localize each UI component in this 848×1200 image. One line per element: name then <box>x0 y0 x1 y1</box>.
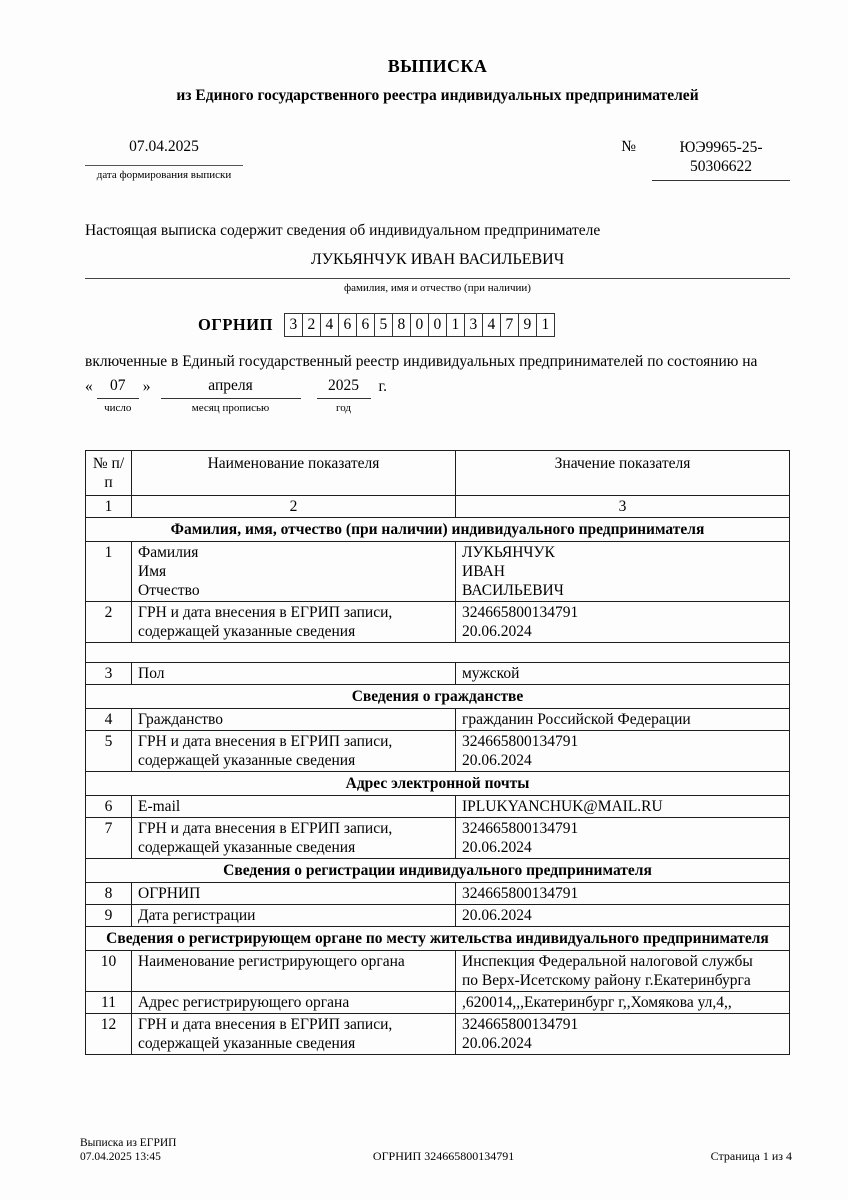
section-row <box>86 859 790 883</box>
section-title: Сведения о регистрации индивидуального предпринимателя <box>86 859 790 883</box>
year-value: 2025 <box>317 376 371 399</box>
indicator-value-line: 20.06.2024 <box>462 752 532 769</box>
row-number: 9 <box>86 905 132 927</box>
indicator-name <box>132 1014 456 1055</box>
ogrnip-digit-cell: 1 <box>446 313 465 337</box>
month-caption: месяц прописью <box>191 402 270 414</box>
section-row <box>86 518 790 542</box>
ogrnip-digit-cell: 6 <box>356 313 375 337</box>
year-field <box>317 376 371 414</box>
indicator-value-line: по Верх-Исетскому району г.Екатеринбурга <box>462 972 751 989</box>
document-number-group <box>621 138 790 181</box>
document-subtitle: из Единого государственного реестра индивидуальных предпринимателей <box>176 87 699 104</box>
col-header-name: Наименование показателя <box>132 451 456 496</box>
spacer-cell <box>86 643 790 663</box>
col-number-1: 1 <box>86 496 132 518</box>
document-number-line2: 50306622 <box>690 158 752 175</box>
ogrnip-digit-cell: 3 <box>284 313 303 337</box>
section-row <box>86 685 790 709</box>
col-header-value: Значение показателя <box>456 451 790 496</box>
indicator-name <box>132 883 456 905</box>
table-body <box>86 518 790 1055</box>
ogrnip-digit-cell: 0 <box>410 313 429 337</box>
indicator-name-line: ГРН и дата внесения в ЕГРИП записи, <box>138 820 393 837</box>
indicator-name <box>132 663 456 685</box>
footer-left <box>80 1136 176 1164</box>
open-quote: « <box>85 378 93 395</box>
page-footer <box>80 1136 792 1164</box>
included-text: включенные в Единый государственный реестр индивидуальных предпринимателей по состоянию на <box>85 353 758 370</box>
indicator-name-line: содержащей указанные сведения <box>138 839 356 856</box>
indicator-value <box>456 542 790 602</box>
indicator-name-line: Пол <box>138 665 165 682</box>
table-row <box>86 818 790 859</box>
formation-date-caption: дата формирования выписки <box>96 169 232 181</box>
indicator-name-line: содержащей указанные сведения <box>138 623 356 640</box>
indicator-name-line: ОГРНИП <box>138 885 201 902</box>
table-header-row <box>86 451 790 496</box>
indicator-value <box>456 905 790 927</box>
row-number: 1 <box>86 542 132 602</box>
table-row <box>86 1014 790 1055</box>
month-field <box>161 376 301 414</box>
indicator-value <box>456 992 790 1014</box>
indicator-name-line: Наименование регистрирующего органа <box>138 953 405 970</box>
row-number: 2 <box>86 602 132 643</box>
indicator-name <box>132 992 456 1014</box>
table-row <box>86 663 790 685</box>
column-numbers-row <box>86 496 790 518</box>
ogrnip-digit-cell: 3 <box>464 313 483 337</box>
table-row <box>86 883 790 905</box>
indicator-value <box>456 602 790 643</box>
entrepreneur-name-caption: фамилия, имя и отчество (при наличии) <box>344 282 531 294</box>
indicator-value-line: мужской <box>462 665 520 682</box>
indicator-name <box>132 709 456 731</box>
day-value: 07 <box>97 376 139 399</box>
document-title: ВЫПИСКА <box>387 56 488 76</box>
close-quote: » <box>142 378 151 395</box>
ogrnip-digit-cell: 1 <box>536 313 555 337</box>
indicator-name-line: E-mail <box>138 798 181 815</box>
table-row <box>86 709 790 731</box>
indicator-value-line: ИВАН <box>462 563 505 580</box>
indicator-value <box>456 883 790 905</box>
entrepreneur-name: ЛУКЬЯНЧУК ИВАН ВАСИЛЬЕВИЧ <box>85 251 790 279</box>
ogrnip-row <box>85 313 790 337</box>
ogrnip-digit-cell: 4 <box>482 313 501 337</box>
indicator-name-line: Отчество <box>138 582 200 599</box>
indicator-value-line: 20.06.2024 <box>462 623 532 640</box>
indicator-value-line: 324665800134791 <box>462 733 579 750</box>
indicator-value-line: IPLUKYANCHUK@MAIL.RU <box>462 798 663 815</box>
indicator-value <box>456 796 790 818</box>
table-row <box>86 731 790 772</box>
indicator-name-line: Гражданство <box>138 711 224 728</box>
table-row <box>86 992 790 1014</box>
row-number: 4 <box>86 709 132 731</box>
ogrnip-label: ОГРНИП <box>198 315 273 334</box>
indicator-name <box>132 818 456 859</box>
table-row <box>86 796 790 818</box>
document-number <box>652 138 790 181</box>
indicator-value-line: ,620014,,,Екатеринбург г,,Хомякова ул,4,, <box>462 994 732 1011</box>
indicator-name-line: ГРН и дата внесения в ЕГРИП записи, <box>138 1016 393 1033</box>
row-number: 10 <box>86 951 132 992</box>
indicator-value-line: 324665800134791 <box>462 885 579 902</box>
indicator-name <box>132 951 456 992</box>
indicator-name-line: Адрес регистрирующего органа <box>138 994 350 1011</box>
indicator-value-line: 324665800134791 <box>462 820 579 837</box>
entrepreneur-name-field <box>85 251 790 294</box>
section-title: Сведения о гражданстве <box>86 685 790 709</box>
ogrnip-digits <box>284 313 555 337</box>
section-title: Фамилия, имя, отчество (при наличии) индивидуального предпринимателя <box>86 518 790 542</box>
year-caption: год <box>335 402 352 414</box>
indicator-value <box>456 951 790 992</box>
row-number: 12 <box>86 1014 132 1055</box>
section-title: Адрес электронной почты <box>86 772 790 796</box>
indicator-name-line: Фамилия <box>138 544 199 561</box>
indicator-name <box>132 796 456 818</box>
indicator-value-line: 20.06.2024 <box>462 1035 532 1052</box>
row-number: 6 <box>86 796 132 818</box>
table-row <box>86 602 790 643</box>
indicators-table <box>85 450 790 1055</box>
indicator-name <box>132 905 456 927</box>
day-caption: число <box>104 402 132 414</box>
indicator-value <box>456 1014 790 1055</box>
indicator-value <box>456 709 790 731</box>
spacer-row <box>86 643 790 663</box>
indicator-name-line: Имя <box>138 563 167 580</box>
table-row <box>86 905 790 927</box>
indicator-value-line: ВАСИЛЬЕВИЧ <box>462 582 564 599</box>
footer-doc-type: Выписка из ЕГРИП <box>80 1137 177 1149</box>
ogrnip-digit-cell: 4 <box>320 313 339 337</box>
col-number-2: 2 <box>132 496 456 518</box>
ogrnip-digit-cell: 0 <box>428 313 447 337</box>
meta-row <box>85 138 790 181</box>
ogrnip-digit-cell: 6 <box>338 313 357 337</box>
row-number: 5 <box>86 731 132 772</box>
document-number-line1: ЮЭ9965-25- <box>679 139 763 156</box>
indicator-name-line: содержащей указанные сведения <box>138 752 356 769</box>
ogrnip-digit-cell: 9 <box>518 313 537 337</box>
indicator-name-line: ГРН и дата внесения в ЕГРИП записи, <box>138 604 393 621</box>
date-line <box>85 376 790 414</box>
section-row <box>86 772 790 796</box>
footer-datetime: 07.04.2025 13:45 <box>80 1151 161 1163</box>
row-number: 7 <box>86 818 132 859</box>
indicator-value-line: гражданин Российской Федерации <box>462 711 691 728</box>
table-row <box>86 542 790 602</box>
indicator-value <box>456 663 790 685</box>
section-title: Сведения о регистрирующем органе по месту жительства индивидуального предпринимателя <box>86 927 790 951</box>
indicator-value-line: 324665800134791 <box>462 1016 579 1033</box>
indicator-value-line: Инспекция Федеральной налоговой службы <box>462 953 753 970</box>
row-number: 11 <box>86 992 132 1014</box>
col-number-3: 3 <box>456 496 790 518</box>
indicator-value-line: 324665800134791 <box>462 604 579 621</box>
indicator-value-line: 20.06.2024 <box>462 907 532 924</box>
formation-date-field <box>85 138 243 181</box>
indicator-value-line: 20.06.2024 <box>462 839 532 856</box>
indicator-name <box>132 542 456 602</box>
intro-text: Настоящая выписка содержит сведения об индивидуальном предпринимателе <box>85 222 601 239</box>
col-header-num: № п/п <box>86 451 132 496</box>
row-number: 3 <box>86 663 132 685</box>
ogrnip-digit-cell: 2 <box>302 313 321 337</box>
indicator-name <box>132 731 456 772</box>
ogrnip-digit-cell: 5 <box>374 313 393 337</box>
formation-date: 07.04.2025 <box>85 138 243 166</box>
indicator-value <box>456 818 790 859</box>
document-number-field <box>652 138 790 181</box>
day-field <box>97 376 139 414</box>
indicator-name-line: ГРН и дата внесения в ЕГРИП записи, <box>138 733 393 750</box>
row-number: 8 <box>86 883 132 905</box>
ogrnip-digit-cell: 8 <box>392 313 411 337</box>
indicator-name-line: Дата регистрации <box>138 907 256 924</box>
indicator-name <box>132 602 456 643</box>
footer-page-number: Страница 1 из 4 <box>710 1149 792 1163</box>
year-suffix: г. <box>378 378 387 395</box>
indicator-name-line: содержащей указанные сведения <box>138 1035 356 1052</box>
table-row <box>86 951 790 992</box>
footer-ogrnip: ОГРНИП 324665800134791 <box>372 1149 515 1163</box>
number-sign: № <box>621 138 636 155</box>
indicator-value-line: ЛУКЬЯНЧУК <box>462 544 555 561</box>
ogrnip-digit-cell: 7 <box>500 313 519 337</box>
indicator-value <box>456 731 790 772</box>
section-row <box>86 927 790 951</box>
month-value: апреля <box>161 376 301 399</box>
